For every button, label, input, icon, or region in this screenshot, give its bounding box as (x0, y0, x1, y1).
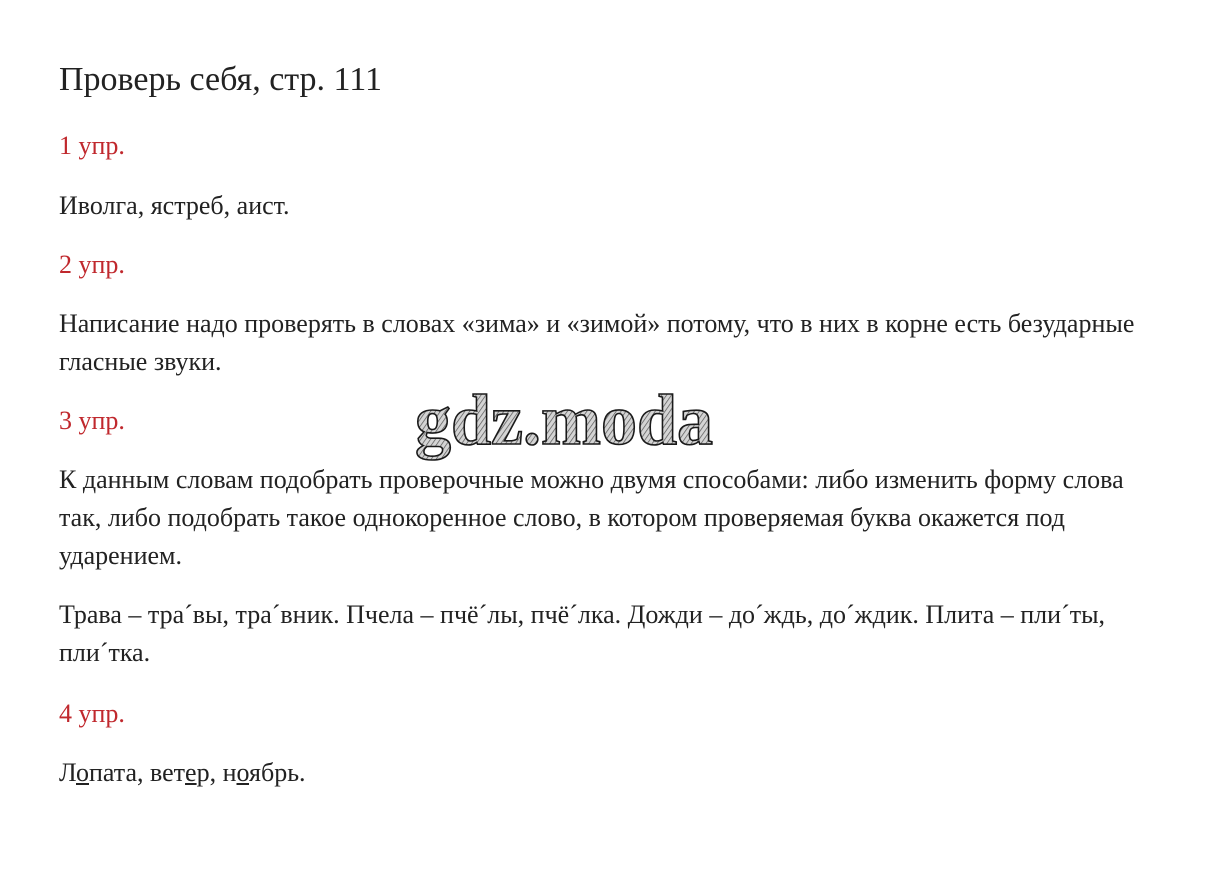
exercise-1-answer: Иволга, ястреб, аист. (59, 191, 290, 220)
exercise-2-answer: Написание надо проверять в словах «зима» и «зимой» потому, что в них в корне есть безударные гласные звуки. (59, 309, 1135, 376)
underlined-vowel: е (185, 758, 197, 787)
exercise-4-answer (59, 754, 1144, 792)
answer-text: Л (59, 758, 76, 787)
exercise-3-answer-examples: Трава – тра´вы, тра´вник. Пчела – пчё´лы, пчё´лка. Дожди – до´ждь, до´ждик. Плита – пли´ты, пли´тка. (59, 600, 1106, 667)
exercise-4-label: 4 упр. (59, 699, 125, 728)
exercise-1-label: 1 упр. (59, 131, 125, 160)
underlined-vowel: о (236, 758, 250, 787)
exercise-3-answer-explanation: К данным словам подобрать проверочные можно двумя способами: либо изменить форму слова так, либо подобрать такое однокоренное слово, в котором проверяемая буква окажется под ударением. (59, 465, 1124, 570)
answer-text: пата, вет (89, 758, 186, 787)
answer-text: ябрь. (249, 758, 306, 787)
watermark-logo (413, 380, 763, 470)
exercise-3-label: 3 упр. (59, 406, 125, 435)
underlined-vowel: о (76, 758, 89, 787)
answer-text: р, н (196, 758, 237, 787)
exercise-2-label: 2 упр. (59, 250, 125, 279)
page-title: Проверь себя, стр. 111 (59, 61, 383, 98)
watermark-text: gdz.moda (415, 380, 714, 460)
